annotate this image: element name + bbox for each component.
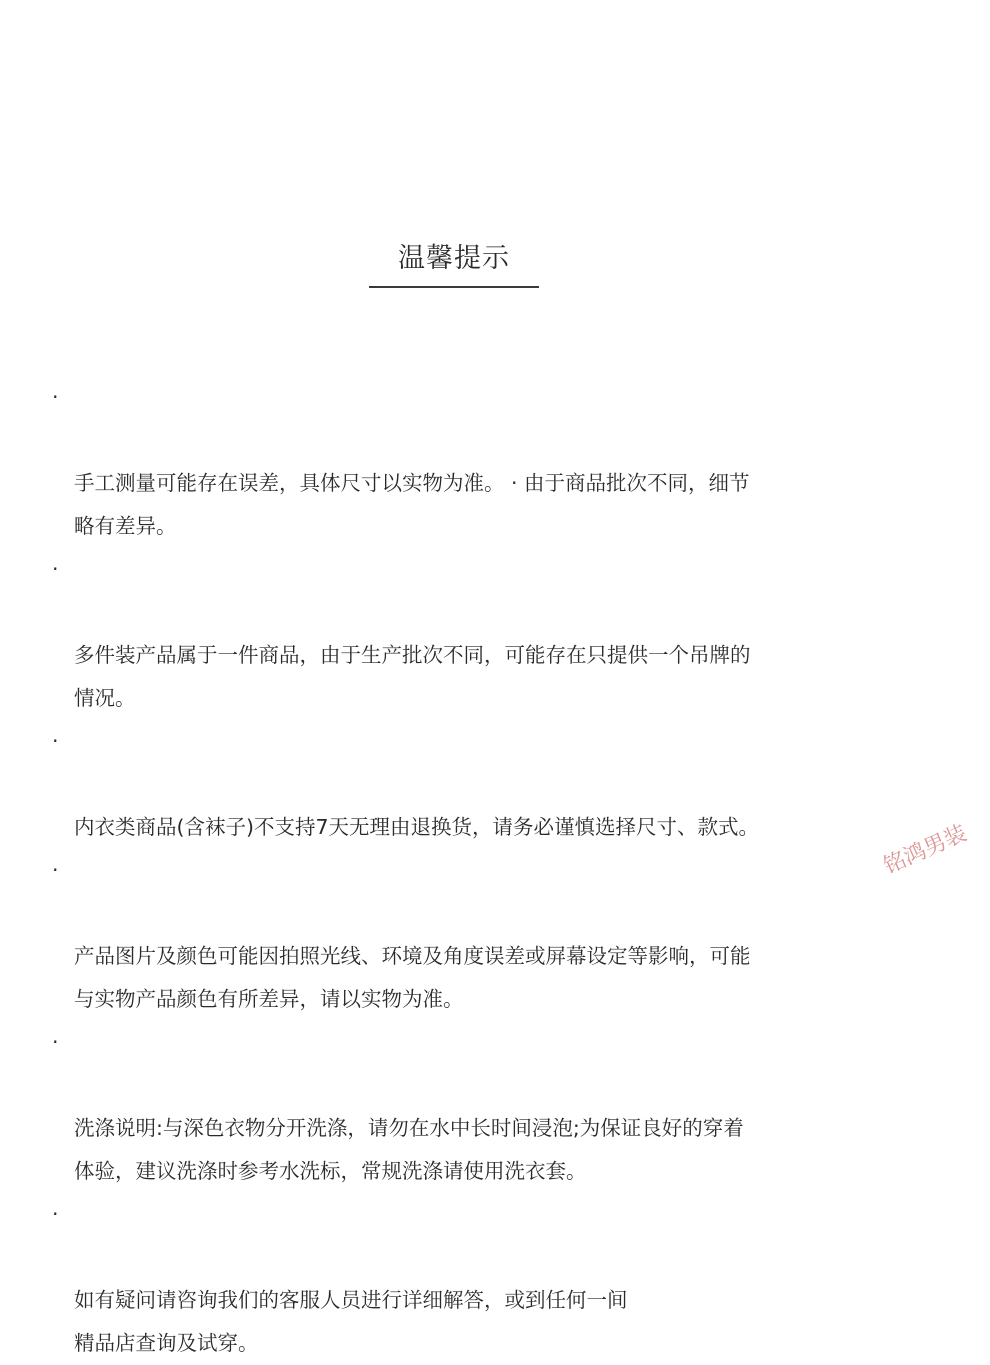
title-underline — [369, 286, 539, 288]
bullet: · — [52, 729, 59, 753]
bullet: · — [52, 1202, 59, 1226]
note-text: 产品图片及颜色可能因拍照光线、环境及角度误差或屏幕设定等影响，可能 与实物产品颜色有所差异，请以实物为准。 — [74, 944, 751, 1011]
note-item — [52, 720, 932, 849]
note-item — [52, 1021, 932, 1193]
note-item — [52, 849, 932, 1021]
note-item — [52, 1193, 932, 1365]
note-text: 手工测量可能存在误差，具体尺寸以实物为准。 · 由于商品批次不同，细节 略有差异。 — [74, 471, 750, 538]
note-text: 内衣类商品(含袜子)不支持7天无理由退换货，请务必谨慎选择尺寸、款式。 — [74, 815, 760, 839]
note-item — [52, 548, 932, 720]
bullet: · — [52, 1030, 59, 1054]
notes-list — [52, 376, 932, 1365]
note-text: 如有疑问请咨询我们的客服人员进行详细解答，或到任何一间 精品店查询及试穿。 — [74, 1288, 628, 1355]
bullet: · — [52, 858, 59, 882]
bullet: · — [52, 557, 59, 581]
page-title: 温馨提示 — [398, 243, 510, 274]
note-text: 洗涤说明:与深色衣物分开洗涤，请勿在水中长时间浸泡;为保证良好的穿着 体验，建议洗涤时参考水洗标，常规洗涤请使用洗衣套。 — [74, 1116, 744, 1183]
note-text: 多件装产品属于一件商品，由于生产批次不同，可能存在只提供一个吊牌的 情况。 — [74, 643, 751, 710]
note-item — [52, 376, 932, 548]
brand-watermark: 铭鸿男装 — [880, 820, 971, 880]
bullet: · — [52, 385, 59, 409]
